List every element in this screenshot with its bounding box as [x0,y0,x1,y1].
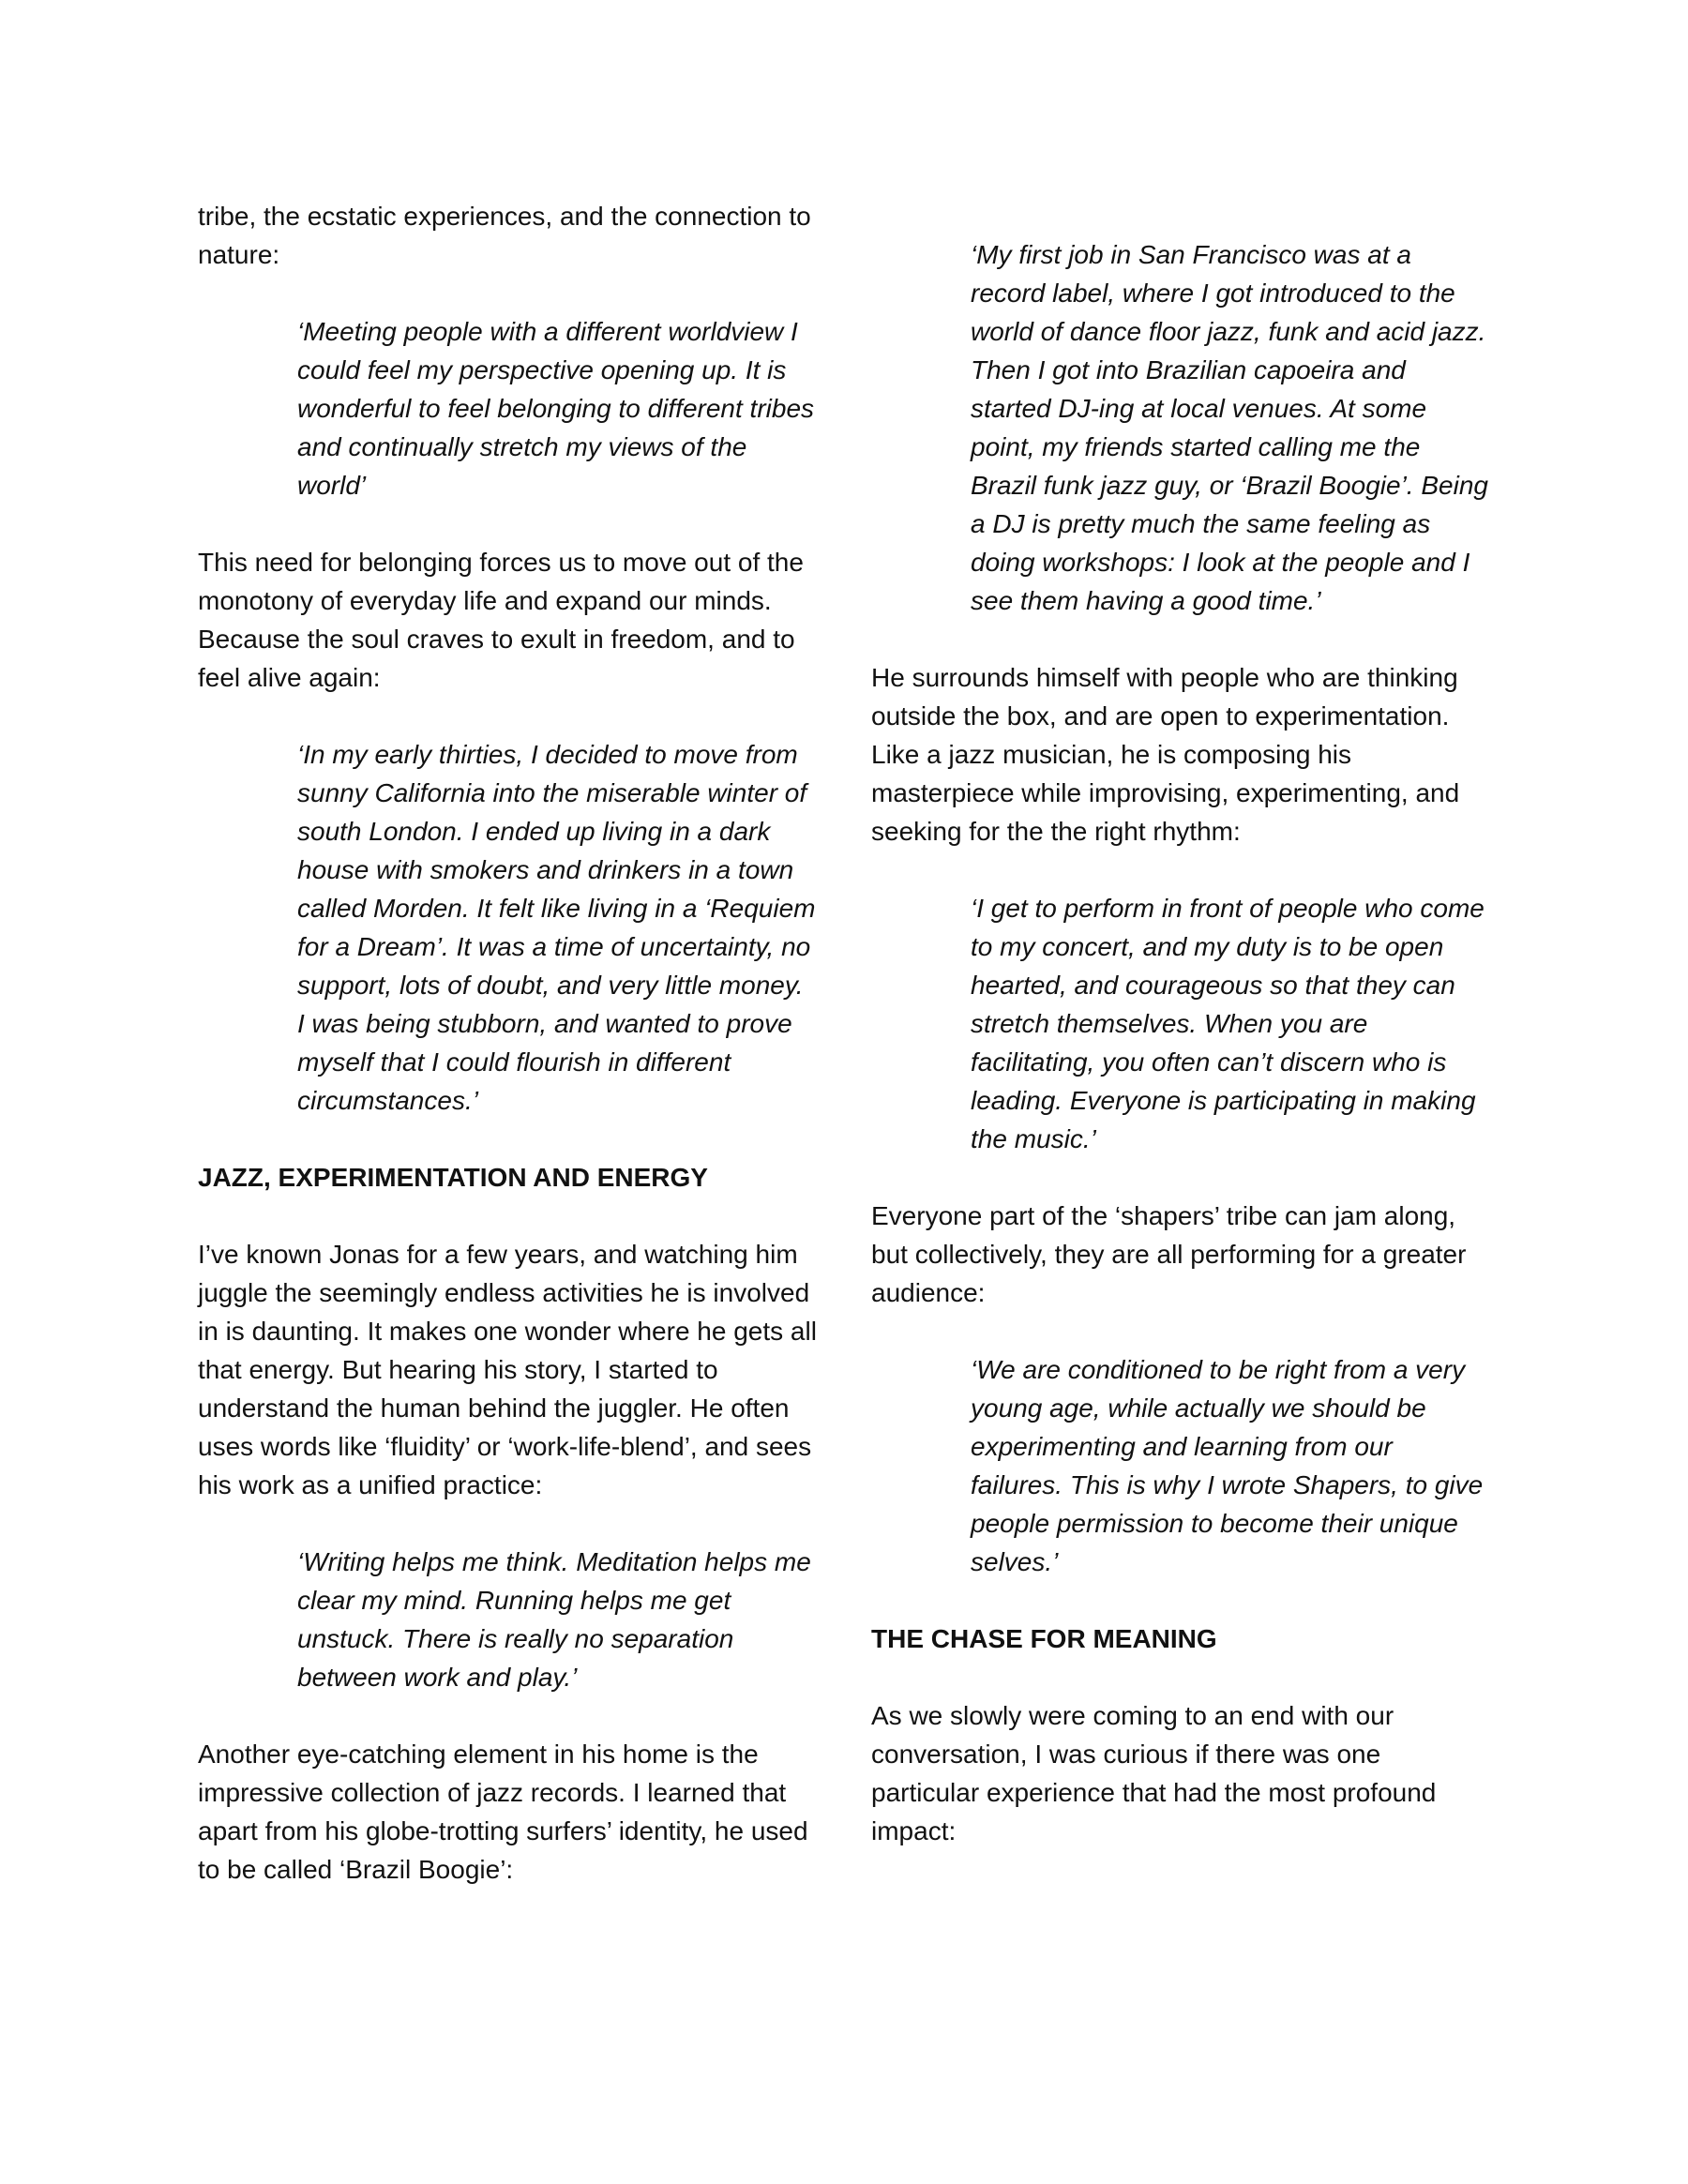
paragraph: I’ve known Jonas for a few years, and watching him juggle the seemingly endless activities he is involved in is daunting. It makes one wonder where he gets all that energy. But hearing his story, I started to understand the human behind the juggler. He often uses words like ‘fluidity’ or ‘work-life-blend’, and sees his work as a unified practice: [198,1240,817,1499]
block-quote: ‘Meeting people with a different worldview I could feel my perspective opening up. It is wonderful to feel belonging to different tribes and continually stretch my views of the world’ [297,317,815,500]
right-column [871,197,1490,1889]
paragraph: tribe, the ecstatic experiences, and the connection to nature: [198,202,811,269]
left-column [198,197,817,1927]
section-heading: THE CHASE FOR MEANING [871,1624,1217,1653]
block-quote: ‘We are conditioned to be right from a very young age, while actually we should be experimenting and learning from our failures. This is why I wrote Shapers, to give people permission to become their unique selves.’ [971,1355,1484,1576]
block-quote: ‘I get to perform in front of people who come to my concert, and my duty is to be open hearted, and courageous so that they can stretch themselves. When you are facilitating, you often can’t discern who is leading. Everyone is participating in making the music.’ [971,894,1485,1153]
paragraph: This need for belonging forces us to move out of the monotony of everyday life and expand our minds. Because the soul craves to exult in freedom, and to feel alive again: [198,548,804,692]
section-heading: JAZZ, EXPERIMENTATION AND ENERGY [198,1163,708,1192]
paragraph: He surrounds himself with people who are thinking outside the box, and are open to experimentation. Like a jazz musician, he is composing his masterpiece while improvising, experimenting, and seeking for the the right rhythm: [871,663,1460,846]
block-quote: ‘In my early thirties, I decided to move from sunny California into the miserable winter of south London. I ended up living in a dark house with smokers and drinkers in a town called Morden. It felt like living in a ‘Requiem for a Dream’. It was a time of uncertainty, no support, lots of doubt, and very little money. I was being stubborn, and wanted to prove myself that I could flourish in different circumstances.’ [297,740,816,1115]
block-quote: ‘My first job in San Francisco was at a record label, where I got introduced to the world of dance floor jazz, funk and acid jazz. Then I got into Brazilian capoeira and started DJ-ing at local venues. At some point, my friends started calling me the Brazil funk jazz guy, or ‘Brazil Boogie’. Being a DJ is pretty much the same feeling as doing workshops: I look at the people and I see them having a good time.’ [971,240,1488,615]
paragraph: Another eye-catching element in his home is the impressive collection of jazz records. I learned that apart from his globe-trotting surfers’ identity, he used to be called ‘Brazil Boogie’: [198,1740,808,1884]
paragraph: As we slowly were coming to an end with our conversation, I was curious if there was one particular experience that had the most profound impact: [871,1701,1437,1845]
paragraph: Everyone part of the ‘shapers’ tribe can jam along, but collectively, they are all performing for a greater audience: [871,1201,1467,1307]
block-quote: ‘Writing helps me think. Meditation helps me clear my mind. Running helps me get unstuck. There is really no separation between work and play.’ [297,1547,811,1692]
